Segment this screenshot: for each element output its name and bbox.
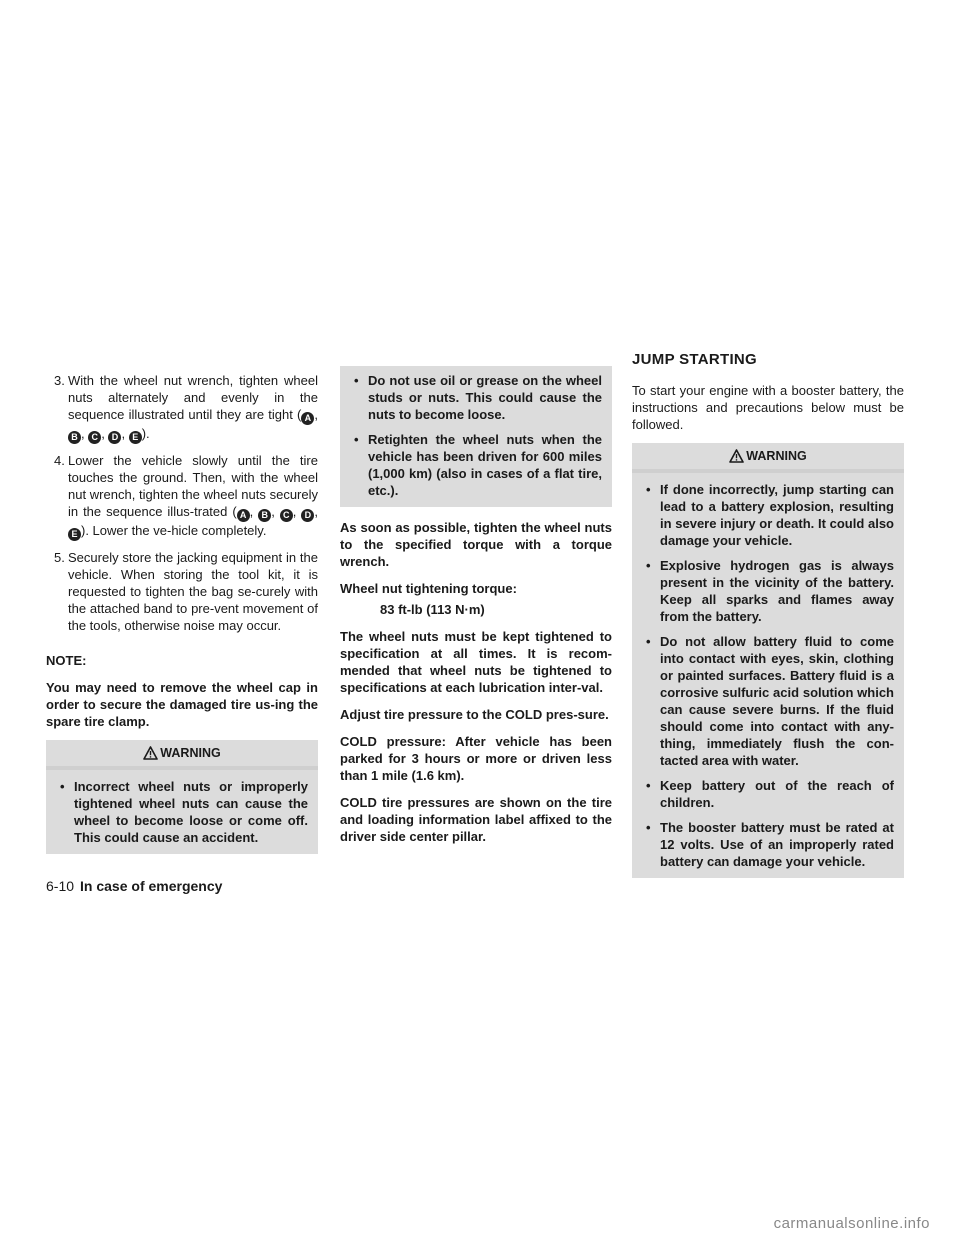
page-number: 6-10	[46, 878, 75, 894]
warning-list	[632, 481, 904, 870]
warning-box-jump-starting	[632, 443, 904, 878]
step-text: Securely store the jacking equipment in the vehicle. When storing the tool kit, it is requested to tighten the bag se-curely with the attached band to pre-vent movement of the tools, otherwise noise may occur.	[68, 550, 318, 633]
warning-list	[340, 372, 612, 499]
marker-d-icon: D	[301, 509, 314, 522]
warning-triangle-icon	[729, 449, 744, 463]
torque-maintenance: The wheel nuts must be kept tightened to specification at all times. It is recom-mended that wheel nuts be tightened to specifications at each lubrication inter-val.	[340, 629, 612, 695]
warning-item: • Do not use oil or grease on the wheel studs or nuts. This could cause the nuts to become loose.	[354, 372, 602, 423]
tire-pressure-instruction: Adjust tire pressure to the COLD pres-sure.	[340, 707, 609, 722]
marker-b-icon: B	[258, 509, 271, 522]
chapter-title: In case of emergency	[80, 878, 223, 894]
warning-list	[46, 778, 318, 846]
column-1	[46, 372, 318, 866]
step-3: 3. With the wheel nut wrench, tighten wheel nuts alternately and evenly in the sequence illustrated until they are tight ( A , B , C , D , E ).	[54, 373, 318, 442]
marker-a-icon: A	[301, 412, 314, 425]
note-text: You may need to remove the wheel cap in order to secure the damaged tire us-ing the spare tire clamp.	[46, 680, 318, 729]
warning-box-continued	[340, 366, 612, 507]
warning-header	[632, 443, 904, 469]
step-5	[46, 549, 318, 634]
warning-item: • Explosive hydrogen gas is always present in the vicinity of the battery. Keep all sparks and flames away from the battery.	[646, 557, 894, 625]
step-4: 4. Lower the vehicle slowly until the tire touches the ground. Then, with the wheel nut wrench, tighten the wheel nuts securely in the sequence illus-trated ( A , B , C , D , E ). Lower the ve-hicle completely.	[54, 453, 318, 539]
warning-item: • The booster battery must be rated at 12 volts. Use of an improperly rated battery can damage your vehicle.	[646, 819, 894, 870]
warning-band	[632, 469, 904, 473]
column-3	[632, 382, 904, 890]
section-title: JUMP STARTING	[632, 351, 758, 368]
cold-pressure-label-location: COLD tire pressures are shown on the tire and loading information label affixed to the driver side center pillar.	[340, 795, 612, 844]
warning-item: • Keep battery out of the reach of children.	[646, 777, 894, 811]
jump-start-intro: To start your engine with a booster battery, the instructions and precautions below must be followed.	[632, 383, 904, 432]
warning-label: WARNING	[160, 746, 221, 760]
marker-d-icon: D	[108, 431, 121, 444]
column-2	[340, 372, 612, 855]
marker-c-icon: C	[88, 431, 101, 444]
step-text: Lower the vehicle slowly until the tire touches the ground. Then, with the wheel nut wrench, tighten the wheel nuts securely in the sequence illus-trated (	[68, 453, 318, 519]
cold-pressure-definition: COLD pressure: After vehicle has been parked for 3 hours or more or driven less than 1 mile (1.6 km).	[340, 734, 612, 783]
marker-b-icon: B	[68, 431, 81, 444]
page-footer	[46, 878, 222, 894]
marker-a-icon: A	[237, 509, 250, 522]
torque-value: 83 ft-lb (113 N·m)	[380, 602, 485, 617]
torque-label: Wheel nut tightening torque:	[340, 581, 517, 596]
warning-box-wheel-nuts	[46, 740, 318, 854]
warning-item: • If done incorrectly, jump starting can lead to a battery explosion, resulting in severe injury or death. It could also damage your vehicle.	[646, 481, 894, 549]
warning-item: • Retighten the wheel nuts when the vehicle has been driven for 600 miles (1,000 km) (also in cases of a flat tire, etc.).	[354, 431, 602, 499]
marker-e-icon: E	[68, 528, 81, 541]
warning-header	[46, 740, 318, 766]
warning-band	[46, 766, 318, 770]
step-text-end: ).	[141, 426, 150, 441]
step-number: 4.	[54, 453, 65, 468]
step-number: 5.	[54, 550, 65, 565]
watermark: carmanualsonline.info	[773, 1215, 930, 1232]
step-number: 3.	[54, 373, 65, 388]
marker-c-icon: C	[280, 509, 293, 522]
step-text: With the wheel nut wrench, tighten wheel nuts alternately and evenly in the sequence illustrated until they are tight (	[68, 373, 318, 422]
marker-e-icon: E	[129, 431, 142, 444]
step-text-end: ). Lower the ve-hicle completely.	[81, 523, 267, 538]
warning-label: WARNING	[746, 449, 807, 463]
warning-triangle-icon	[143, 746, 158, 760]
warning-item: • Incorrect wheel nuts or improperly tightened wheel nuts can cause the wheel to become loose or come off. This could cause an accident.	[60, 778, 308, 846]
torque-instruction: As soon as possible, tighten the wheel nuts to the specified torque with a torque wrench.	[340, 520, 612, 569]
warning-item: • Do not allow battery fluid to come into contact with eyes, skin, clothing or painted surfaces. Battery fluid is a corrosive sulfuric acid solution which can cause severe burns. If the fluid should come into contact with any-thing, immediately flush the con-tacted area with water.	[646, 633, 894, 769]
note-label: NOTE:	[46, 653, 87, 668]
